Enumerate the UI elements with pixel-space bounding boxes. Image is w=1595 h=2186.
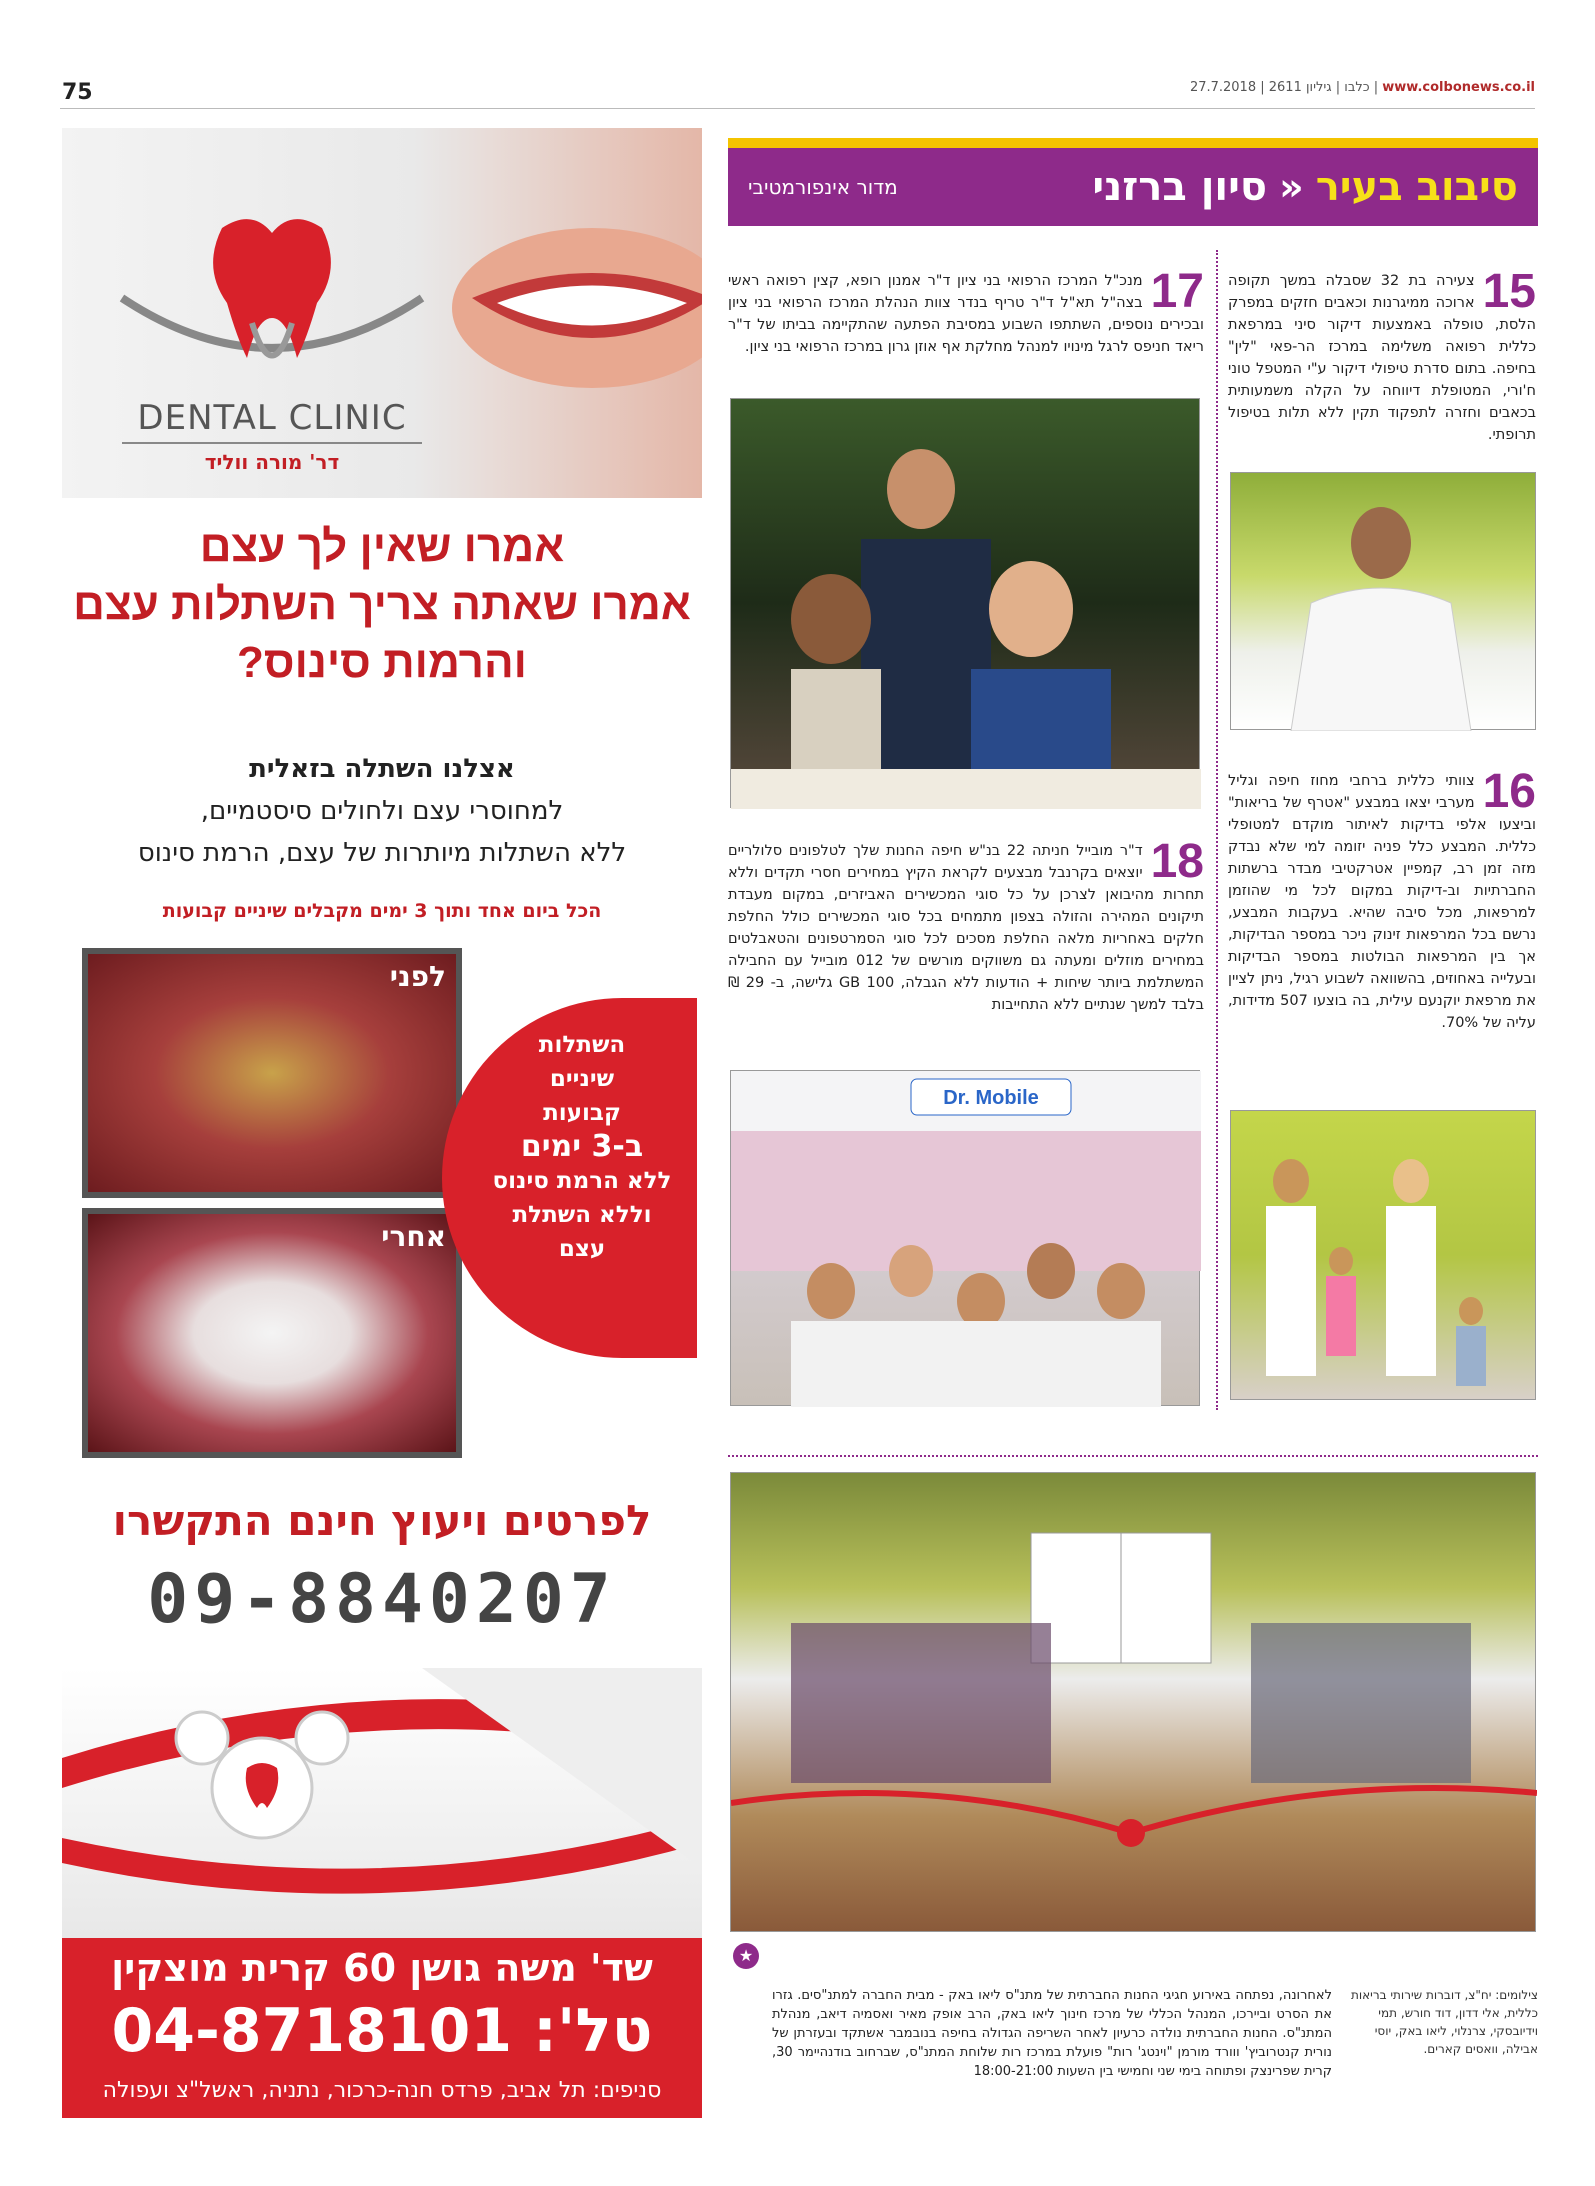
dental-clinic-ad bbox=[62, 128, 702, 2118]
item-number: 16 bbox=[1482, 765, 1536, 818]
column-author: סיון ברזני bbox=[1092, 164, 1268, 210]
photo-surprise-party bbox=[730, 398, 1200, 808]
phone-label: טל': bbox=[533, 1996, 653, 2066]
before-photo bbox=[82, 948, 462, 1198]
page-number: 75 bbox=[62, 80, 93, 105]
ad-top-banner bbox=[62, 128, 702, 498]
ad-subtext bbox=[72, 748, 692, 874]
headline-line: והרמות סינוס? bbox=[237, 638, 527, 687]
offer-line: עצם bbox=[558, 1236, 606, 1262]
offer-text bbox=[482, 1028, 682, 1266]
headline-line: אמרו שאתה צריך השתלות עצם bbox=[73, 580, 691, 629]
offer-line: וללא השתלת bbox=[512, 1202, 652, 1228]
star-icon: ★ bbox=[733, 1943, 759, 1969]
offer-line: ללא הרמת סינוס bbox=[492, 1168, 672, 1194]
photo-acupuncturist bbox=[1230, 472, 1536, 730]
clinic-logo bbox=[102, 188, 442, 474]
offer-line: שיניים bbox=[549, 1066, 615, 1092]
sub-line: ללא השתלות מיותרות של עצם, הרמת סינוס bbox=[137, 838, 627, 868]
after-label: אחרי bbox=[381, 1220, 446, 1253]
svg-text:Dr. Mobile: Dr. Mobile bbox=[943, 1087, 1039, 1109]
store-scene bbox=[731, 1071, 1201, 1407]
ribbon-tooth-icon bbox=[62, 1668, 702, 1938]
store-interior bbox=[731, 1473, 1537, 1933]
column-section: מדור אינפורמטיבי bbox=[748, 175, 898, 199]
smile-photo bbox=[442, 148, 702, 478]
section-divider bbox=[728, 1455, 1538, 1457]
photo-clinic-staff bbox=[1230, 1110, 1536, 1400]
item-17 bbox=[728, 265, 1204, 358]
offer-line: השתלות bbox=[538, 1032, 626, 1058]
one-day-tagline: הכל ביום אחד ותוך 3 ימים מקבלים שיניים קבועות bbox=[162, 900, 602, 922]
sub-line: למחוסרי עצם ולחולים סיסטמיים, bbox=[200, 796, 564, 826]
phone-number[interactable]: 04-8718101 bbox=[111, 1996, 513, 2066]
chevrons-icon: « bbox=[1279, 165, 1304, 209]
column-banner bbox=[728, 138, 1538, 226]
item-text: צוותי כללית ברחבי מחוז חיפה וגליל מערבי יצאו במבצע "אטרף של בריאות" וביצעו אלפי בדיקות לאיתור מוקדם למטופלי כללית. המבצע כלל פניה יזומה למי שלא נבדק מזה זמן רב, קמפיין אטרקטיבי מבדר ברשתות החברתיות וב-דיקות במקום לכל מי שהוזמן למרפאות, מכל סיבה שהיא. בעקבות המבצע, נרשם בכל המרפאות זינוק ניכר במספר הבדיקות, אך בין המרפאות הבולטות במספר הבדיקות ובעלייה באחוזים, בהשוואה לשבוע רגיל, ניתן לציין את מרפאת יוקנעם עילית, בה בוצעו 507 מדידות, עליה של 70%. bbox=[1228, 773, 1537, 1031]
person-silhouette bbox=[1231, 473, 1537, 731]
photo-caption: לאחרונה, נפתחה באירוע חגיגי החנות החברתית של מתנ"ס ליאו באק - מבית החברה למתנ"סים. גזרו את הסרט וביירכו, המנהל הכללי של מרכז חינוך ליאו באק, הרב אופק מאיר ואסמיה דיאב, מנהלת המתנ"ס. החנות החברתית נולדה כרעיון לאחר השריפה הגדולה בחיפה בנובמבר אשתקד ובעזרתן של נורית קנטרוביץ' ווורד מורמן "וינטג' רות" פועלת במרכז רות שלוחת המתנ"ס, שברחוב בודנהיימר 30, קרית שפרינצק ופתוחה בימי שני וחמישי בין השעות 18:00-21:00 bbox=[772, 1988, 1332, 2079]
item-16 bbox=[1228, 765, 1537, 1034]
clinic-address: שד' משה גושן 60 קרית מוצקין bbox=[111, 1946, 653, 1990]
free-consult-phone[interactable]: 09-8840207 bbox=[147, 1560, 617, 1639]
issue-number: גיליון 2611 bbox=[1268, 80, 1332, 95]
issue-info: www.colbonews.co.il | כלבו | גיליון 2611 | 27.7.2018 bbox=[1189, 80, 1535, 95]
item-number: 18 bbox=[1150, 835, 1204, 888]
website[interactable]: www.colbonews.co.il bbox=[1382, 80, 1535, 95]
photo-dr-mobile-store bbox=[730, 1070, 1200, 1406]
clinic-branches: סניפים: תל אביב, פרדס חנה-כרכור, נתניה, ראשל"צ ועפולה bbox=[102, 2078, 662, 2103]
offer-line: קבועות bbox=[543, 1100, 621, 1126]
after-photo bbox=[82, 1208, 462, 1458]
item-text: צעירה בת 32 שסבלה במשך תקופה ארוכה ממיגרנות וכאבים חזקים במפרק הלסת, טופלה באמצעות דיקור סיני במרפאת כללית רפואה משלימה במרכז הר-פאי "לין" בחיפה. בתום סדרת טיפולי דיקור ע"י המטפל טוני ח'ורי, המטופלת דיווחה על הקלה משמעותית בכאבים וחזרה לתפקוד תקין ללא תלות בטיפול תרופתי. bbox=[1228, 273, 1536, 443]
item-number: 17 bbox=[1150, 265, 1204, 318]
clinic-phone[interactable] bbox=[62, 1996, 702, 2066]
ad-headline bbox=[72, 518, 692, 692]
headline-line: אמרו שאין לך עצם bbox=[199, 522, 565, 571]
item-number: 15 bbox=[1482, 265, 1536, 318]
item-15 bbox=[1228, 265, 1536, 446]
contact-cta: לפרטים ויעוץ חינם התקשרו bbox=[112, 1496, 652, 1545]
photo-credit: צילומים: יח"צ, דוברות שירותי בריאות כללית, אלי דדון, דוד חורש, תמי וידיובסקי, צרנלוי, ליאו באק, יוסי אבילה, וואסים קארים. bbox=[1350, 1988, 1538, 2056]
issue-date: 27.7.2018 bbox=[1189, 80, 1257, 95]
offer-line: ב-3 ימים bbox=[520, 1129, 644, 1164]
clinic-name: DENTAL CLINIC bbox=[137, 398, 407, 438]
item-text: ד"ר מובייל חניתה 22 בנ"ש חיפה החנות שלך לטלפונים סלולריים יוצאים בקרנבל מבצעים לקראת הקיץ במחירים חסרי תקדים וללא תחרות מהיבואן לצרכן על כל סוגי המכשירים האביזרים, במקום מעבדת תיקונים המהירה והזולה בצפון מתמחים בכל סוגי המכשירים כולל החלפת חלקים באחריות מלאה החלפת מסכים לכל סוגי הסמרטפונים והטאבלטים במחירים מוזלים ומעתה גם משווקים מורשים של 012 מובייל עם החבילה המשתלמת ביותר שיחות + הודעות ללא הגבלה, GB 100 גלישה, ב- 29 ₪ בלבד למשך שנתיים ללא התחייבות bbox=[728, 843, 1205, 1013]
tooth-logo-icon bbox=[102, 188, 442, 398]
header-divider bbox=[60, 108, 1535, 109]
column-divider bbox=[1216, 250, 1218, 1410]
ad-ribbon-graphic bbox=[62, 1668, 702, 1938]
brand: כלבו bbox=[1344, 80, 1370, 95]
people-silhouettes bbox=[731, 399, 1201, 809]
item-18 bbox=[728, 835, 1205, 1016]
clinic-doctor: דר' מורה ווליד bbox=[204, 450, 340, 474]
photo-social-store bbox=[730, 1472, 1536, 1932]
before-label: לפני bbox=[389, 960, 446, 993]
sub-line: אצלנו השתלה בזאלית bbox=[249, 754, 515, 784]
item-text: מנכ"ל המרכז הרפואי בני ציון ד"ר אמנון רופא, קצין רפואה ראשי בצה"ל תא"ל ד"ר טריף בנדר צוות הנהלת המרכז הרפואי בני ציון ובכירים נוספים, השתתפו השבוע במסיבת הפתעה שהתקיימה בביתו של ד"ר ריאד חניפס לרגל מינויו למנהל מחלקת אף אוזן גרון במרכז הרפואי בני ציון. bbox=[728, 273, 1204, 355]
people-silhouettes bbox=[1231, 1111, 1537, 1401]
column-title: סיבוב בעיר bbox=[1315, 164, 1518, 210]
logo-rule bbox=[122, 442, 422, 444]
